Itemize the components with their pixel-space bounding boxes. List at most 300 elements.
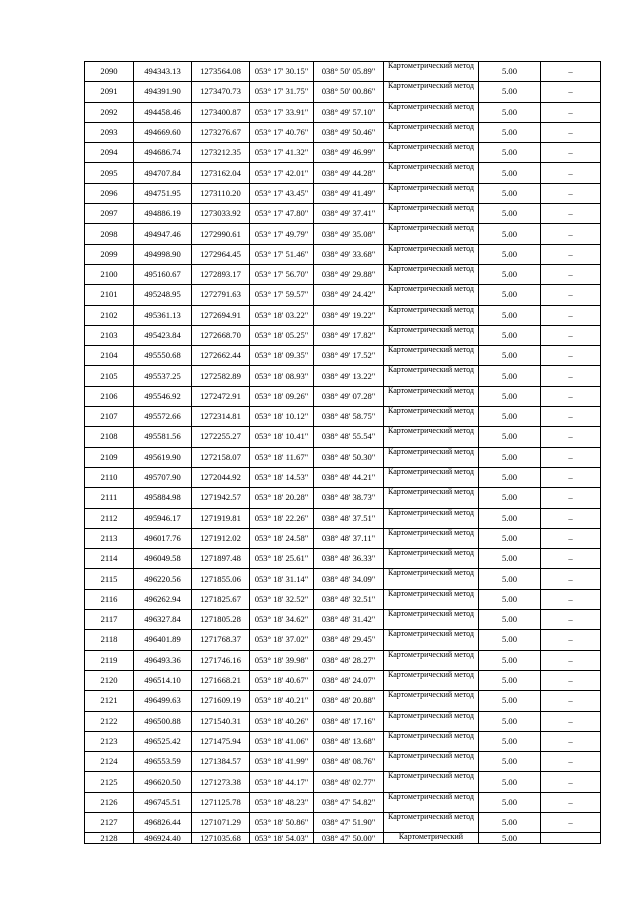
y-coordinate-cell: 1271855.06 [192,569,250,589]
accuracy-cell: 5.00 [479,244,541,264]
latitude-cell: 053° 17' 40.76" [250,122,314,142]
table-row [85,143,601,163]
table-row [85,589,601,609]
point-number-cell: 2098 [85,224,134,244]
table-row [85,244,601,264]
x-coordinate-cell: 496262.94 [134,589,192,609]
method-cell: Картометрический метод [384,508,479,528]
point-number-cell: 2120 [85,670,134,690]
note-cell: – [541,122,601,142]
x-coordinate-cell: 495946.17 [134,508,192,528]
x-coordinate-cell: 495884.98 [134,488,192,508]
longitude-cell: 038° 48' 34.09" [314,569,384,589]
note-cell: – [541,447,601,467]
accuracy-cell: 5.00 [479,508,541,528]
y-coordinate-cell: 1271897.48 [192,549,250,569]
latitude-cell: 053° 18' 08.93" [250,366,314,386]
note-cell: – [541,366,601,386]
point-number-cell: 2094 [85,143,134,163]
method-cell: Картометрический метод [384,386,479,406]
longitude-cell: 038° 49' 13.22" [314,366,384,386]
table-row [85,752,601,772]
latitude-cell: 053° 18' 44.17" [250,772,314,792]
method-cell: Картометрический метод [384,183,479,203]
y-coordinate-cell: 1272158.07 [192,447,250,467]
note-cell: – [541,102,601,122]
x-coordinate-cell: 494686.74 [134,143,192,163]
note-cell: – [541,346,601,366]
longitude-cell: 038° 49' 35.08" [314,224,384,244]
longitude-cell: 038° 48' 50.30" [314,447,384,467]
point-number-cell: 2091 [85,82,134,102]
longitude-cell: 038° 49' 44.28" [314,163,384,183]
table-row [85,346,601,366]
note-cell: – [541,488,601,508]
point-number-cell: 2117 [85,610,134,630]
latitude-cell: 053° 17' 41.32" [250,143,314,163]
x-coordinate-cell: 494998.90 [134,244,192,264]
accuracy-cell: 5.00 [479,691,541,711]
y-coordinate-cell: 1273212.35 [192,143,250,163]
y-coordinate-cell: 1271746.16 [192,650,250,670]
x-coordinate-cell: 496220.56 [134,569,192,589]
x-coordinate-cell: 494343.13 [134,62,192,82]
table-row [85,163,601,183]
y-coordinate-cell: 1271071.29 [192,812,250,832]
note-cell: – [541,772,601,792]
table-row [85,183,601,203]
latitude-cell: 053° 17' 30.15" [250,62,314,82]
point-number-cell: 2105 [85,366,134,386]
y-coordinate-cell: 1272964.45 [192,244,250,264]
y-coordinate-cell: 1272314.81 [192,407,250,427]
note-cell: – [541,731,601,751]
latitude-cell: 053° 18' 40.26" [250,711,314,731]
note-cell: – [541,427,601,447]
table-row [85,122,601,142]
y-coordinate-cell: 1271942.57 [192,488,250,508]
accuracy-cell: 5.00 [479,488,541,508]
y-coordinate-cell: 1272472.91 [192,386,250,406]
point-number-cell: 2104 [85,346,134,366]
table-row [85,731,601,751]
y-coordinate-cell: 1271825.67 [192,589,250,609]
accuracy-cell: 5.00 [479,569,541,589]
method-cell: Картометрический метод [384,467,479,487]
x-coordinate-cell: 496924.40 [134,833,192,844]
y-coordinate-cell: 1272044.92 [192,467,250,487]
accuracy-cell: 5.00 [479,407,541,427]
accuracy-cell: 5.00 [479,224,541,244]
note-cell: – [541,183,601,203]
method-cell: Картометрический [384,833,479,844]
longitude-cell: 038° 48' 32.51" [314,589,384,609]
note-cell: – [541,407,601,427]
latitude-cell: 053° 18' 48.23" [250,792,314,812]
accuracy-cell: 5.00 [479,163,541,183]
latitude-cell: 053° 18' 40.21" [250,691,314,711]
latitude-cell: 053° 17' 47.80" [250,204,314,224]
accuracy-cell: 5.00 [479,731,541,751]
longitude-cell: 038° 48' 37.51" [314,508,384,528]
method-cell: Картометрический метод [384,427,479,447]
accuracy-cell: 5.00 [479,82,541,102]
note-cell: – [541,62,601,82]
method-cell: Картометрический метод [384,163,479,183]
table-row [85,325,601,345]
x-coordinate-cell: 494751.95 [134,183,192,203]
y-coordinate-cell: 1271609.19 [192,691,250,711]
accuracy-cell: 5.00 [479,285,541,305]
point-number-cell: 2097 [85,204,134,224]
y-coordinate-cell: 1271384.57 [192,752,250,772]
method-cell: Картометрический метод [384,711,479,731]
method-cell: Картометрический метод [384,772,479,792]
x-coordinate-cell: 496826.44 [134,812,192,832]
latitude-cell: 053° 17' 51.46" [250,244,314,264]
point-number-cell: 2103 [85,325,134,345]
point-number-cell: 2096 [85,183,134,203]
accuracy-cell: 5.00 [479,752,541,772]
point-number-cell: 2099 [85,244,134,264]
note-cell: – [541,264,601,284]
point-number-cell: 2109 [85,447,134,467]
x-coordinate-cell: 495160.67 [134,264,192,284]
point-number-cell: 2115 [85,569,134,589]
longitude-cell: 038° 48' 08.76" [314,752,384,772]
method-cell: Картометрический метод [384,812,479,832]
y-coordinate-cell: 1271035.68 [192,833,250,844]
point-number-cell: 2118 [85,630,134,650]
method-cell: Картометрический метод [384,549,479,569]
longitude-cell: 038° 48' 37.11" [314,528,384,548]
latitude-cell: 053° 18' 54.03" [250,833,314,844]
y-coordinate-cell: 1273162.04 [192,163,250,183]
point-number-cell: 2095 [85,163,134,183]
table-row [85,366,601,386]
accuracy-cell: 5.00 [479,427,541,447]
accuracy-cell: 5.00 [479,346,541,366]
x-coordinate-cell: 496327.84 [134,610,192,630]
accuracy-cell: 5.00 [479,122,541,142]
longitude-cell: 038° 47' 51.90" [314,812,384,832]
method-cell: Картометрический метод [384,366,479,386]
x-coordinate-cell: 496514.10 [134,670,192,690]
latitude-cell: 053° 17' 31.75" [250,82,314,102]
y-coordinate-cell: 1273470.73 [192,82,250,102]
latitude-cell: 053° 18' 20.28" [250,488,314,508]
table-row [85,528,601,548]
latitude-cell: 053° 17' 42.01" [250,163,314,183]
x-coordinate-cell: 496401.89 [134,630,192,650]
point-number-cell: 2112 [85,508,134,528]
longitude-cell: 038° 49' 17.52" [314,346,384,366]
latitude-cell: 053° 18' 39.98" [250,650,314,670]
point-number-cell: 2111 [85,488,134,508]
longitude-cell: 038° 48' 55.54" [314,427,384,447]
point-number-cell: 2100 [85,264,134,284]
y-coordinate-cell: 1272582.89 [192,366,250,386]
point-number-cell: 2116 [85,589,134,609]
table-row [85,670,601,690]
latitude-cell: 053° 18' 34.62" [250,610,314,630]
longitude-cell: 038° 49' 17.82" [314,325,384,345]
note-cell: – [541,630,601,650]
method-cell: Картометрический метод [384,285,479,305]
latitude-cell: 053° 17' 33.91" [250,102,314,122]
method-cell: Картометрический метод [384,224,479,244]
note-cell: – [541,163,601,183]
accuracy-cell: 5.00 [479,366,541,386]
method-cell: Картометрический метод [384,569,479,589]
y-coordinate-cell: 1271475.94 [192,731,250,751]
point-number-cell: 2121 [85,691,134,711]
note-cell: – [541,569,601,589]
longitude-cell: 038° 48' 20.88" [314,691,384,711]
note-cell: – [541,650,601,670]
point-number-cell: 2108 [85,427,134,447]
note-cell: – [541,610,601,630]
longitude-cell: 038° 48' 13.68" [314,731,384,751]
longitude-cell: 038° 49' 50.46" [314,122,384,142]
point-number-cell: 2110 [85,467,134,487]
point-number-cell: 2113 [85,528,134,548]
method-cell: Картометрический метод [384,731,479,751]
table-row [85,204,601,224]
longitude-cell: 038° 48' 24.07" [314,670,384,690]
latitude-cell: 053° 17' 56.70" [250,264,314,284]
latitude-cell: 053° 18' 41.99" [250,752,314,772]
table-row [85,772,601,792]
longitude-cell: 038° 48' 44.21" [314,467,384,487]
point-number-cell: 2093 [85,122,134,142]
x-coordinate-cell: 496017.76 [134,528,192,548]
method-cell: Картометрический метод [384,589,479,609]
point-number-cell: 2128 [85,833,134,844]
x-coordinate-cell: 495619.90 [134,447,192,467]
method-cell: Картометрический метод [384,792,479,812]
accuracy-cell: 5.00 [479,325,541,345]
x-coordinate-cell: 496525.42 [134,731,192,751]
table-row [85,508,601,528]
note-cell: – [541,386,601,406]
accuracy-cell: 5.00 [479,62,541,82]
x-coordinate-cell: 496499.63 [134,691,192,711]
x-coordinate-cell: 496049.58 [134,549,192,569]
method-cell: Картометрический метод [384,630,479,650]
note-cell: – [541,812,601,832]
longitude-cell: 038° 50' 05.89" [314,62,384,82]
x-coordinate-cell: 496500.88 [134,711,192,731]
table-row [85,264,601,284]
y-coordinate-cell: 1273564.08 [192,62,250,82]
longitude-cell: 038° 47' 54.82" [314,792,384,812]
longitude-cell: 038° 48' 29.45" [314,630,384,650]
accuracy-cell: 5.00 [479,833,541,844]
y-coordinate-cell: 1271768.37 [192,630,250,650]
point-number-cell: 2125 [85,772,134,792]
point-number-cell: 2101 [85,285,134,305]
table-row [85,630,601,650]
method-cell: Картометрический метод [384,143,479,163]
x-coordinate-cell: 495361.13 [134,305,192,325]
table-row [85,691,601,711]
note-cell: – [541,305,601,325]
table-row [85,549,601,569]
x-coordinate-cell: 494947.46 [134,224,192,244]
note-cell [541,833,601,844]
note-cell: – [541,589,601,609]
longitude-cell: 038° 49' 37.41" [314,204,384,224]
accuracy-cell: 5.00 [479,772,541,792]
x-coordinate-cell: 495546.92 [134,386,192,406]
table-row [85,610,601,630]
longitude-cell: 038° 49' 24.42" [314,285,384,305]
x-coordinate-cell: 496620.50 [134,772,192,792]
latitude-cell: 053° 17' 43.45" [250,183,314,203]
y-coordinate-cell: 1271125.78 [192,792,250,812]
longitude-cell: 038° 48' 31.42" [314,610,384,630]
table-row [85,82,601,102]
latitude-cell: 053° 18' 37.02" [250,630,314,650]
latitude-cell: 053° 18' 05.25" [250,325,314,345]
x-coordinate-cell: 495423.84 [134,325,192,345]
longitude-cell: 038° 48' 58.75" [314,407,384,427]
y-coordinate-cell: 1271273.38 [192,772,250,792]
longitude-cell: 038° 49' 46.99" [314,143,384,163]
table-row [85,833,601,844]
accuracy-cell: 5.00 [479,630,541,650]
y-coordinate-cell: 1271919.81 [192,508,250,528]
accuracy-cell: 5.00 [479,264,541,284]
table-row [85,488,601,508]
y-coordinate-cell: 1271668.21 [192,670,250,690]
x-coordinate-cell: 494707.84 [134,163,192,183]
table-row [85,792,601,812]
accuracy-cell: 5.00 [479,386,541,406]
accuracy-cell: 5.00 [479,610,541,630]
point-number-cell: 2123 [85,731,134,751]
longitude-cell: 038° 49' 29.88" [314,264,384,284]
longitude-cell: 038° 49' 33.68" [314,244,384,264]
method-cell: Картометрический метод [384,264,479,284]
table-row [85,102,601,122]
point-number-cell: 2090 [85,62,134,82]
table-row [85,467,601,487]
longitude-cell: 038° 49' 07.28" [314,386,384,406]
y-coordinate-cell: 1272893.17 [192,264,250,284]
point-number-cell: 2119 [85,650,134,670]
y-coordinate-cell: 1272990.61 [192,224,250,244]
latitude-cell: 053° 18' 09.26" [250,386,314,406]
note-cell: – [541,792,601,812]
accuracy-cell: 5.00 [479,670,541,690]
point-number-cell: 2092 [85,102,134,122]
x-coordinate-cell: 495572.66 [134,407,192,427]
x-coordinate-cell: 494886.19 [134,204,192,224]
latitude-cell: 053° 18' 25.61" [250,549,314,569]
note-cell: – [541,752,601,772]
method-cell: Картометрический метод [384,62,479,82]
longitude-cell: 038° 48' 28.27" [314,650,384,670]
method-cell: Картометрический метод [384,528,479,548]
method-cell: Картометрический метод [384,610,479,630]
boundary-points-table [84,61,601,844]
y-coordinate-cell: 1271912.02 [192,528,250,548]
method-cell: Картометрический метод [384,447,479,467]
accuracy-cell: 5.00 [479,812,541,832]
point-number-cell: 2107 [85,407,134,427]
point-number-cell: 2124 [85,752,134,772]
table-row [85,305,601,325]
method-cell: Картометрический метод [384,305,479,325]
latitude-cell: 053° 18' 32.52" [250,589,314,609]
latitude-cell: 053° 18' 22.26" [250,508,314,528]
latitude-cell: 053° 18' 41.06" [250,731,314,751]
method-cell: Картометрический метод [384,407,479,427]
note-cell: – [541,508,601,528]
accuracy-cell: 5.00 [479,143,541,163]
accuracy-cell: 5.00 [479,528,541,548]
method-cell: Картометрический метод [384,650,479,670]
latitude-cell: 053° 18' 40.67" [250,670,314,690]
table-row [85,285,601,305]
accuracy-cell: 5.00 [479,711,541,731]
note-cell: – [541,224,601,244]
method-cell: Картометрический метод [384,82,479,102]
y-coordinate-cell: 1273033.92 [192,204,250,224]
x-coordinate-cell: 496745.51 [134,792,192,812]
y-coordinate-cell: 1272668.70 [192,325,250,345]
latitude-cell: 053° 18' 50.86" [250,812,314,832]
method-cell: Картометрический метод [384,204,479,224]
accuracy-cell: 5.00 [479,447,541,467]
y-coordinate-cell: 1273276.67 [192,122,250,142]
method-cell: Картометрический метод [384,670,479,690]
longitude-cell: 038° 48' 17.16" [314,711,384,731]
longitude-cell: 038° 49' 19.22" [314,305,384,325]
y-coordinate-cell: 1271805.28 [192,610,250,630]
point-number-cell: 2102 [85,305,134,325]
x-coordinate-cell: 494458.46 [134,102,192,122]
note-cell: – [541,711,601,731]
table-row [85,711,601,731]
table-row [85,224,601,244]
note-cell: – [541,670,601,690]
note-cell: – [541,325,601,345]
method-cell: Картометрический метод [384,122,479,142]
latitude-cell: 053° 18' 10.41" [250,427,314,447]
note-cell: – [541,244,601,264]
latitude-cell: 053° 17' 59.57" [250,285,314,305]
latitude-cell: 053° 18' 10.12" [250,407,314,427]
y-coordinate-cell: 1272255.27 [192,427,250,447]
accuracy-cell: 5.00 [479,305,541,325]
x-coordinate-cell: 495537.25 [134,366,192,386]
y-coordinate-cell: 1271540.31 [192,711,250,731]
x-coordinate-cell: 496493.36 [134,650,192,670]
accuracy-cell: 5.00 [479,204,541,224]
point-number-cell: 2122 [85,711,134,731]
table-row [85,447,601,467]
point-number-cell: 2114 [85,549,134,569]
table-body [85,62,601,844]
accuracy-cell: 5.00 [479,650,541,670]
x-coordinate-cell: 496553.59 [134,752,192,772]
note-cell: – [541,82,601,102]
note-cell: – [541,143,601,163]
table-row [85,62,601,82]
